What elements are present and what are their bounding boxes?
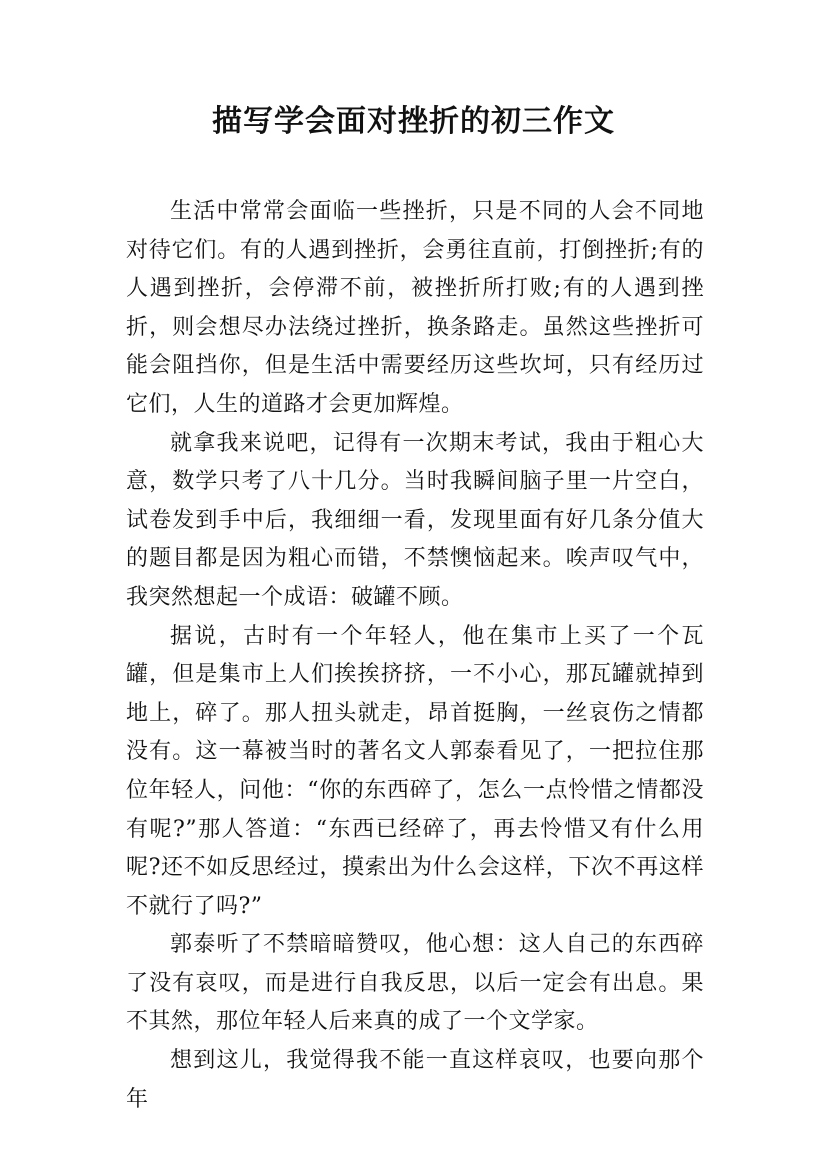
paragraph: 据说，古时有一个年轻人，他在集市上买了一个瓦罐，但是集市上人们挨挨挤挤，一不小心，那瓦罐就掉到地上，碎了。那人扭头就走，昂首挺胸，一丝哀伤之情都没有。这一幕被当时的著名文人郭泰看见了，一把拉住那位年轻人，问他：“你的东西碎了，怎么一点怜惜之情都没有呢?”那人答道：“东西已经碎了，再去怜惜又有什么用呢?还不如反思经过，摸索出为什么会这样，下次不再这样不就行了吗?” — [126, 623, 704, 919]
paragraph: 就拿我来说吧，记得有一次期末考试，我由于粗心大意，数学只考了八十几分。当时我瞬间脑子里一片空白，试卷发到手中后，我细细一看，发现里面有好几条分值大的题目都是因为粗心而错，不禁懊恼起来。唉声叹气中，我突然想起一个成语：破罐不顾。 — [126, 430, 704, 610]
paragraph: 生活中常常会面临一些挫折，只是不同的人会不同地对待它们。有的人遇到挫折，会勇往直前，打倒挫折;有的人遇到挫折，会停滞不前，被挫折所打败;有的人遇到挫折，则会想尽办法绕过挫折，换条路走。虽然这些挫折可能会阻挡你，但是生活中需要经历这些坎坷，只有经历过它们，人生的道路才会更加辉煌。 — [126, 199, 704, 417]
document-title: 描写学会面对挫折的初三作文 — [212, 104, 615, 139]
paragraph: 想到这儿，我觉得我不能一直这样哀叹，也要向那个年 — [126, 1048, 704, 1112]
document-body — [126, 193, 704, 1119]
paragraph: 郭泰听了不禁暗暗赞叹，他心想：这人自己的东西碎了没有哀叹，而是进行自我反思，以后一定会有出息。果不其然，那位年轻人后来真的成了一个文学家。 — [126, 932, 704, 1035]
